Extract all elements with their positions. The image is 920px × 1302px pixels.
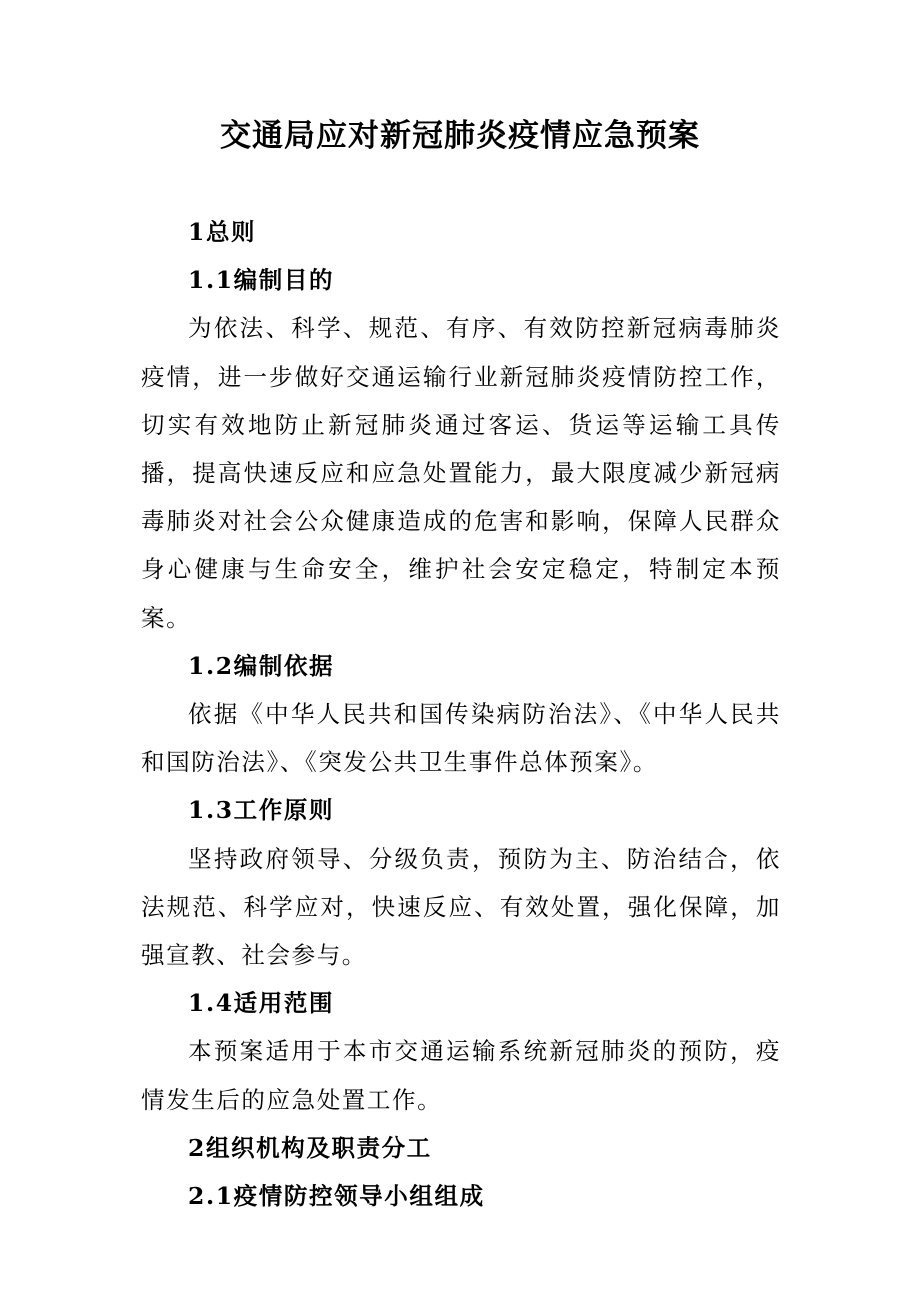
paragraph-scope: 本预案适用于本市交通运输系统新冠肺炎的预防，疫情发生后的应急处置工作。 bbox=[141, 1037, 781, 1114]
section-heading-1-1: 1.1编制目的 bbox=[188, 266, 335, 295]
section-heading-1-4: 1.4适用范围 bbox=[188, 989, 335, 1018]
section-heading-1-3: 1.3工作原则 bbox=[188, 796, 335, 825]
document-title: 交通局应对新冠肺炎疫情应急预案 bbox=[220, 118, 700, 154]
section-heading-2-1: 2.1疫情防控领导小组组成 bbox=[188, 1182, 485, 1211]
paragraph-principles: 坚持政府领导、分级负责，预防为主、防治结合，依法规范、科学应对，快速反应、有效处置，强化保障，加强宣教、社会参与。 bbox=[141, 844, 781, 970]
section-heading-2: 2组织机构及职责分工 bbox=[188, 1133, 432, 1162]
paragraph-basis: 依据《中华人民共和国传染病防治法》、《中华人民共和国防治法》、《突发公共卫生事件总体预案》。 bbox=[141, 700, 781, 777]
section-heading-1: 1总则 bbox=[188, 218, 257, 246]
document-body bbox=[141, 208, 781, 1220]
section-heading-1-2: 1.2编制依据 bbox=[188, 651, 335, 680]
paragraph-purpose: 为依法、科学、规范、有序、有效防控新冠病毒肺炎疫情，进一步做好交通运输行业新冠肺炎疫情防控工作，切实有效地防止新冠肺炎通过客运、货运等运输工具传播，提高快速反应和应急处置能力，最大限度减少新冠病毒肺炎对社会公众健康造成的危害和影响，保障人民群众身心健康与生命安全，维护社会安定稳定，特制定本预案。 bbox=[141, 314, 781, 632]
